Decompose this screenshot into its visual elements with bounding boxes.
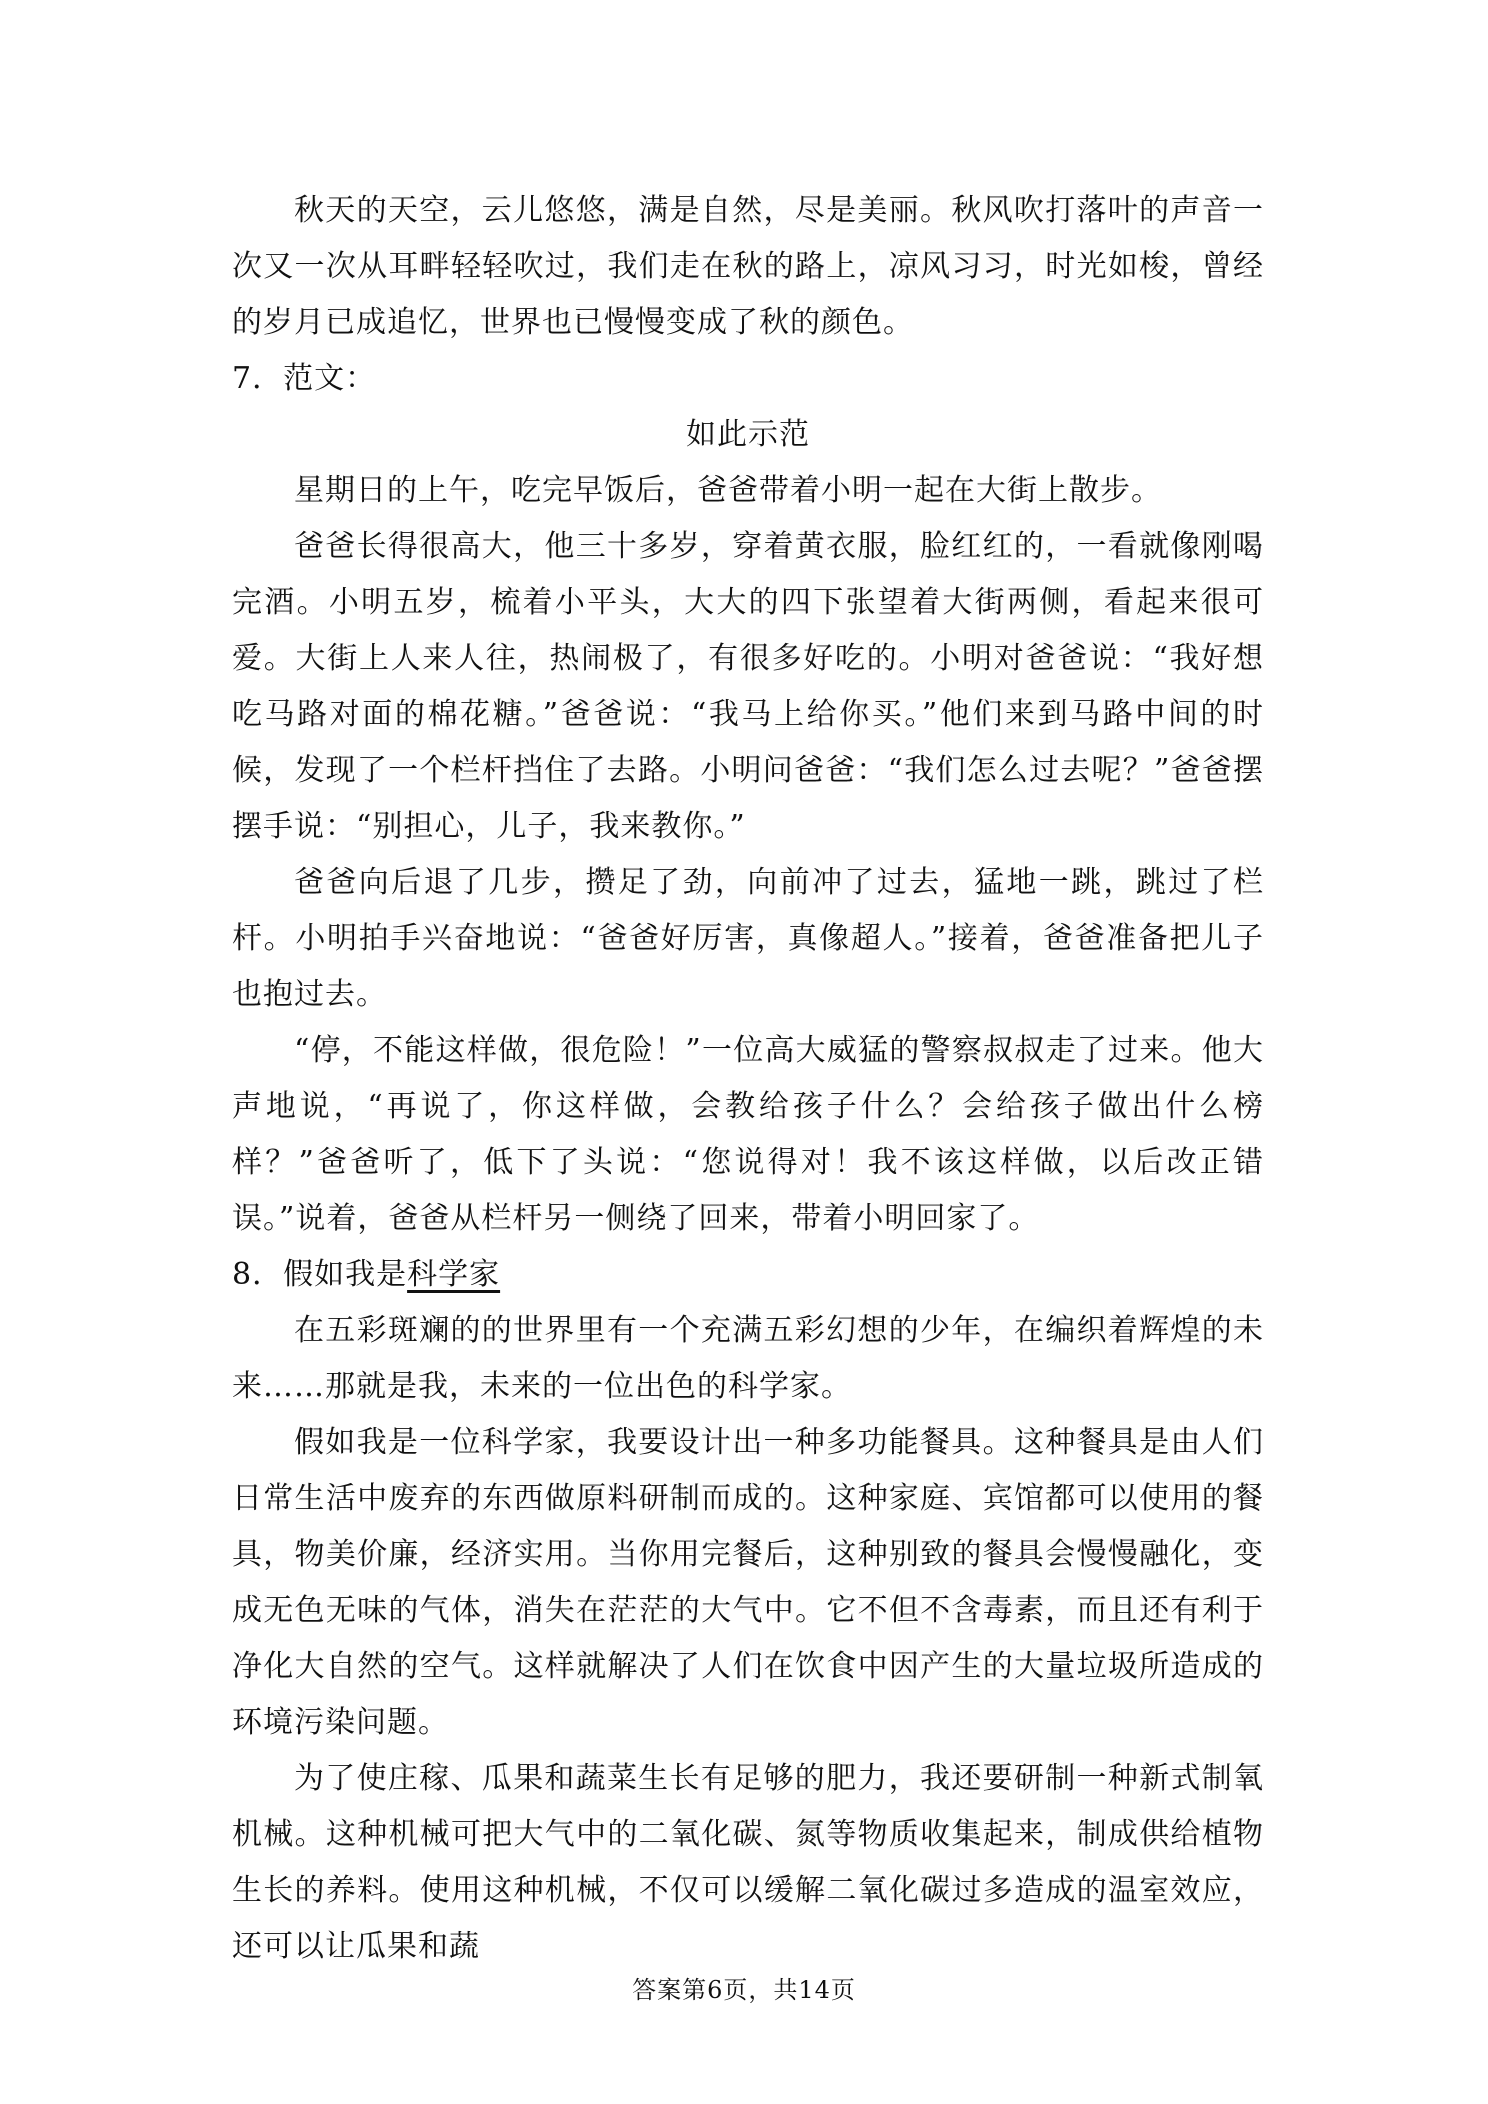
paragraph-multifunction-tableware: 假如我是一位科学家，我要设计出一种多功能餐具。这种餐具是由人们日常生活中废弃的东西做原料研制而成的。这种家庭、宾馆都可以使用的餐具，物美价廉，经济实用。当你用完餐后，这种别致的餐具会慢慢融化，变成无色无味的气体，消失在茫茫的大气中。它不但不含毒素，而且还有利于净化大自然的空气。这样就解决了人们在饮食中因产生的大量垃圾所造成的环境污染问题。 [232,1425,1264,1740]
page-footer: 答案第6页，共14页 [632,1976,856,2004]
paragraph-oxygen-machine: 为了使庄稼、瓜果和蔬菜生长有足够的肥力，我还要研制一种新式制氧机械。这种机械可把大气中的二氧化碳、氮等物质收集起来，制成供给植物生长的养料。使用这种机械，不仅可以缓解二氧化碳过多造成的温室效应，还可以让瓜果和蔬 [232,1761,1264,1964]
paragraph-future-scientist: 在五彩斑斓的的世界里有一个充满五彩幻想的少年，在编织着辉煌的未来……那就是我，未来的一位出色的科学家。 [232,1313,1264,1404]
document-body [232,183,1264,1975]
item-8-heading [232,1247,1264,1303]
paragraph-sunday-walk: 星期日的上午，吃完早饭后，爸爸带着小明一起在大街上散步。 [294,473,1162,508]
item-8-underlined-word: 科学家 [407,1257,501,1292]
paragraph-father-description: 爸爸长得很高大，他三十多岁，穿着黄衣服，脸红红的，一看就像刚喝完酒。小明五岁，梳着小平头，大大的四下张望着大街两侧，看起来很可爱。大街上人来人往，热闹极了，有很多好吃的。小明对爸爸说：“我好想吃马路对面的棉花糖。”爸爸说：“我马上给你买。”他们来到马路中间的时候，发现了一个栏杆挡住了去路。小明问爸爸：“我们怎么过去呢？”爸爸摆摆手说：“别担心，儿子，我来教你。” [232,529,1264,844]
essay-title: 如此示范 [686,417,810,452]
item-8-prefix: 8．假如我是 [232,1257,408,1292]
paragraph-police-stop: “停，不能这样做，很危险！”一位高大威猛的警察叔叔走了过来。他大声地说，“再说了，你这样做，会教给孩子什么？会给孩子做出什么榜样？”爸爸听了，低下了头说：“您说得对！我不该这样做，以后改正错误。”说着，爸爸从栏杆另一侧绕了回来，带着小明回家了。 [232,1033,1264,1236]
item-7-heading: 7．范文： [232,361,377,396]
paragraph-autumn-sky: 秋天的天空，云儿悠悠，满是自然，尽是美丽。秋风吹打落叶的声音一次又一次从耳畔轻轻吹过，我们走在秋的路上，凉风习习，时光如梭，曾经的岁月已成追忆，世界也已慢慢变成了秋的颜色。 [232,193,1264,340]
paragraph-jump-railing: 爸爸向后退了几步，攒足了劲，向前冲了过去，猛地一跳，跳过了栏杆。小明拍手兴奋地说：“爸爸好厉害，真像超人。”接着，爸爸准备把儿子也抱过去。 [232,865,1264,1012]
